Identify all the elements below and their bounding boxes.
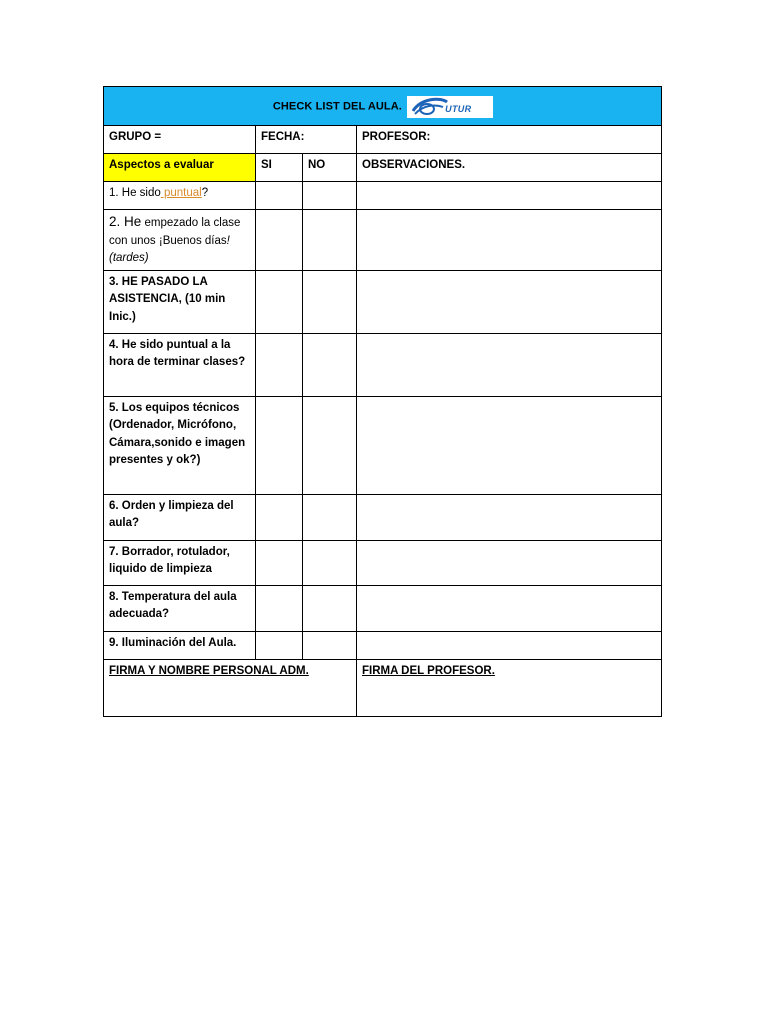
no-cell[interactable]: [303, 333, 357, 396]
title-row: [104, 87, 662, 126]
no-cell[interactable]: [303, 210, 357, 271]
aspect-cell: 4. He sido puntual a la hora de terminar clases?: [104, 333, 256, 396]
no-cell[interactable]: [303, 182, 357, 210]
no-cell[interactable]: [303, 494, 357, 540]
checklist-table: [103, 86, 662, 717]
table-row: [104, 182, 662, 210]
aspect-cell: 1. He sido puntual?: [104, 182, 256, 210]
observations-header: OBSERVACIONES.: [357, 154, 662, 182]
observations-cell[interactable]: [357, 210, 662, 271]
yes-header: SI: [256, 154, 303, 182]
no-cell[interactable]: [303, 270, 357, 333]
aspect-cell: 5. Los equipos técnicos (Ordenador, Micrófono, Cámara,sonido e imagen presentes y ok?): [104, 396, 256, 494]
group-cell: GRUPO =: [104, 126, 256, 154]
yes-cell[interactable]: [256, 396, 303, 494]
table-row: [104, 270, 662, 333]
no-cell[interactable]: [303, 396, 357, 494]
date-cell: FECHA:: [256, 126, 357, 154]
observations-cell[interactable]: [357, 585, 662, 631]
yes-cell[interactable]: [256, 494, 303, 540]
page-title: CHECK LIST DEL AULA.: [272, 99, 402, 112]
yes-cell[interactable]: [256, 631, 303, 659]
observations-cell[interactable]: [357, 494, 662, 540]
observations-cell[interactable]: [357, 270, 662, 333]
table-row: [104, 396, 662, 494]
teacher-signature-cell[interactable]: FIRMA DEL PROFESOR.: [357, 659, 662, 716]
no-cell[interactable]: [303, 631, 357, 659]
logo-text: UTUR: [445, 103, 472, 114]
observations-cell[interactable]: [357, 631, 662, 659]
aspect-cell: 9. Iluminación del Aula.: [104, 631, 256, 659]
aspect-cell: 7. Borrador, rotulador, liquido de limpieza: [104, 540, 256, 585]
yes-cell[interactable]: [256, 540, 303, 585]
admin-signature-cell[interactable]: FIRMA Y NOMBRE PERSONAL ADM.: [104, 659, 357, 716]
observations-cell[interactable]: [357, 540, 662, 585]
yes-cell[interactable]: [256, 270, 303, 333]
no-cell[interactable]: [303, 585, 357, 631]
yes-cell[interactable]: [256, 210, 303, 271]
table-row: [104, 333, 662, 396]
aspect-cell: 2. He empezado la clase con unos ¡Buenos días! (tardes): [104, 210, 256, 271]
observations-cell[interactable]: [357, 333, 662, 396]
observations-cell[interactable]: [357, 182, 662, 210]
yes-cell[interactable]: [256, 585, 303, 631]
table-row: [104, 494, 662, 540]
no-header: NO: [303, 154, 357, 182]
teacher-cell: PROFESOR:: [357, 126, 662, 154]
observations-cell[interactable]: [357, 396, 662, 494]
table-row: [104, 540, 662, 585]
no-cell[interactable]: [303, 540, 357, 585]
aspects-header: Aspectos a evaluar: [104, 154, 256, 182]
table-row: [104, 585, 662, 631]
aspect-cell: 6. Orden y limpieza del aula?: [104, 494, 256, 540]
yes-cell[interactable]: [256, 182, 303, 210]
aspect-cell: 8. Temperatura del aula adecuada?: [104, 585, 256, 631]
logo: [407, 96, 493, 118]
yes-cell[interactable]: [256, 333, 303, 396]
table-row: [104, 210, 662, 271]
aspect-cell: 3. HE PASADO LA ASISTENCIA, (10 min Inic.): [104, 270, 256, 333]
table-row: [104, 631, 662, 659]
puntual-link[interactable]: puntual: [160, 187, 202, 199]
